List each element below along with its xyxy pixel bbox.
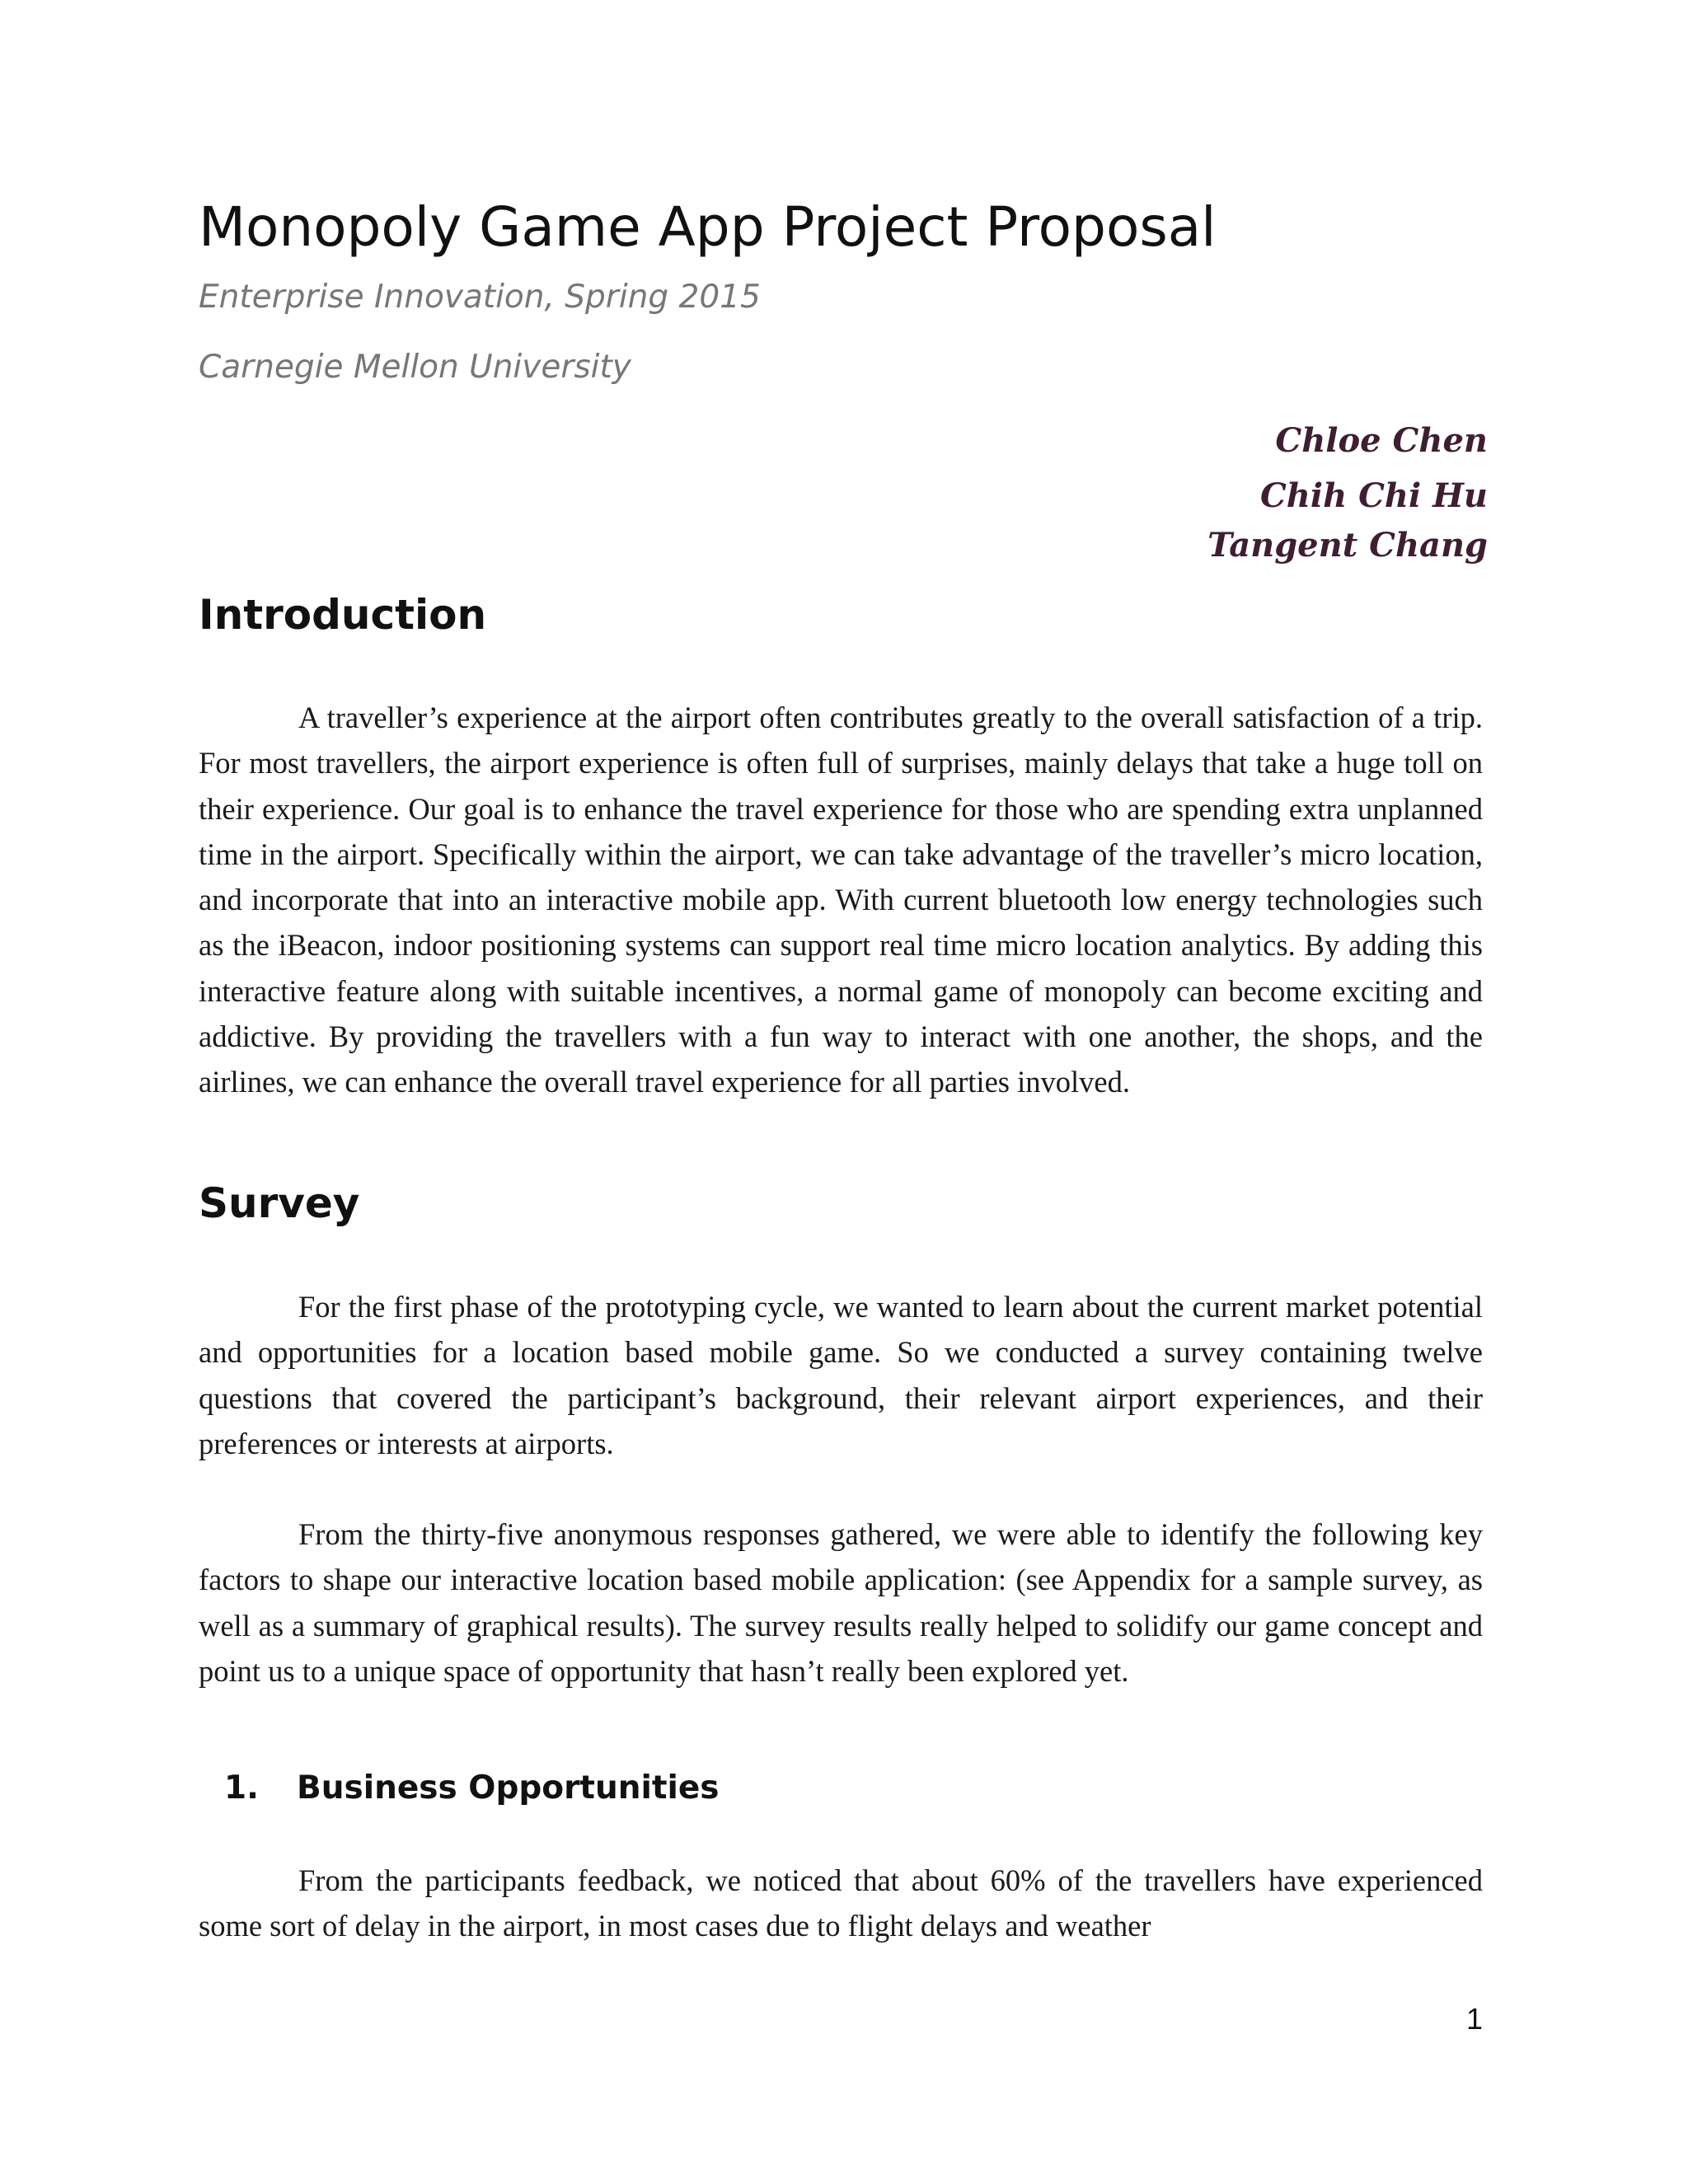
author-list: [1207, 416, 1488, 568]
introduction-paragraph: A traveller’s experience at the airport often contributes greatly to the overall satisfaction of a trip. For most travellers, the airport experience is often full of surprises, mainly delays that take a huge toll on their experience. Our goal is to enhance the travel experience for those who are spending extra unplanned time in the airport. Specifically within the airport, we can take advantage of the traveller’s micro location, and incorporate that into an interactive mobile app. With current bluetooth low energy technologies such as the iBeacon, indoor positioning systems can support real time micro location analytics. By adding this interactive feature along with suitable incentives, a normal game of monopoly can become exciting and addictive. By providing the travellers with a fun way to interact with one another, the shops, and the airlines, we can enhance the overall travel experience for all parties involved.: [199, 701, 1483, 1099]
university-subtitle: Carnegie Mellon University: [199, 349, 631, 386]
page-number: 1: [1465, 2002, 1483, 2036]
author-name: Chih Chi Hu: [1259, 476, 1488, 515]
section-title: Business Opportunities: [297, 1769, 720, 1807]
document-title: Monopoly Game App Project Proposal: [199, 195, 1217, 259]
author-name: Chloe Chen: [1275, 421, 1488, 460]
survey-paragraph-1: For the first phase of the prototyping cycle, we wanted to learn about the current market potential and opportunities for a location based mobile game. So we conducted a survey containing twelve questions that covered the participant’s background, their relevant airport experiences, and their preferences or interests at airports.: [199, 1290, 1483, 1460]
introduction-heading: Introduction: [199, 591, 487, 639]
survey-paragraph-2: From the thirty-five anonymous responses gathered, we were able to identify the following key factors to shape our interactive location based mobile application: (see Appendix for a sample survey, as well as a summary of graphical results). The survey results really helped to solidify our game concept and point us to a unique space of opportunity that hasn’t really been explored yet.: [199, 1517, 1483, 1688]
section-number: 1.: [224, 1769, 259, 1807]
author-name: Tangent Chang: [1207, 526, 1488, 565]
business-opportunities-heading: [224, 1766, 720, 1811]
business-opportunities-paragraph: From the participants feedback, we noticed that about 60% of the travellers have experienced some sort of delay in the airport, in most cases due to flight delays and weather: [199, 1863, 1483, 1943]
survey-heading: Survey: [199, 1179, 360, 1227]
course-subtitle: Enterprise Innovation, Spring 2015: [199, 279, 761, 316]
